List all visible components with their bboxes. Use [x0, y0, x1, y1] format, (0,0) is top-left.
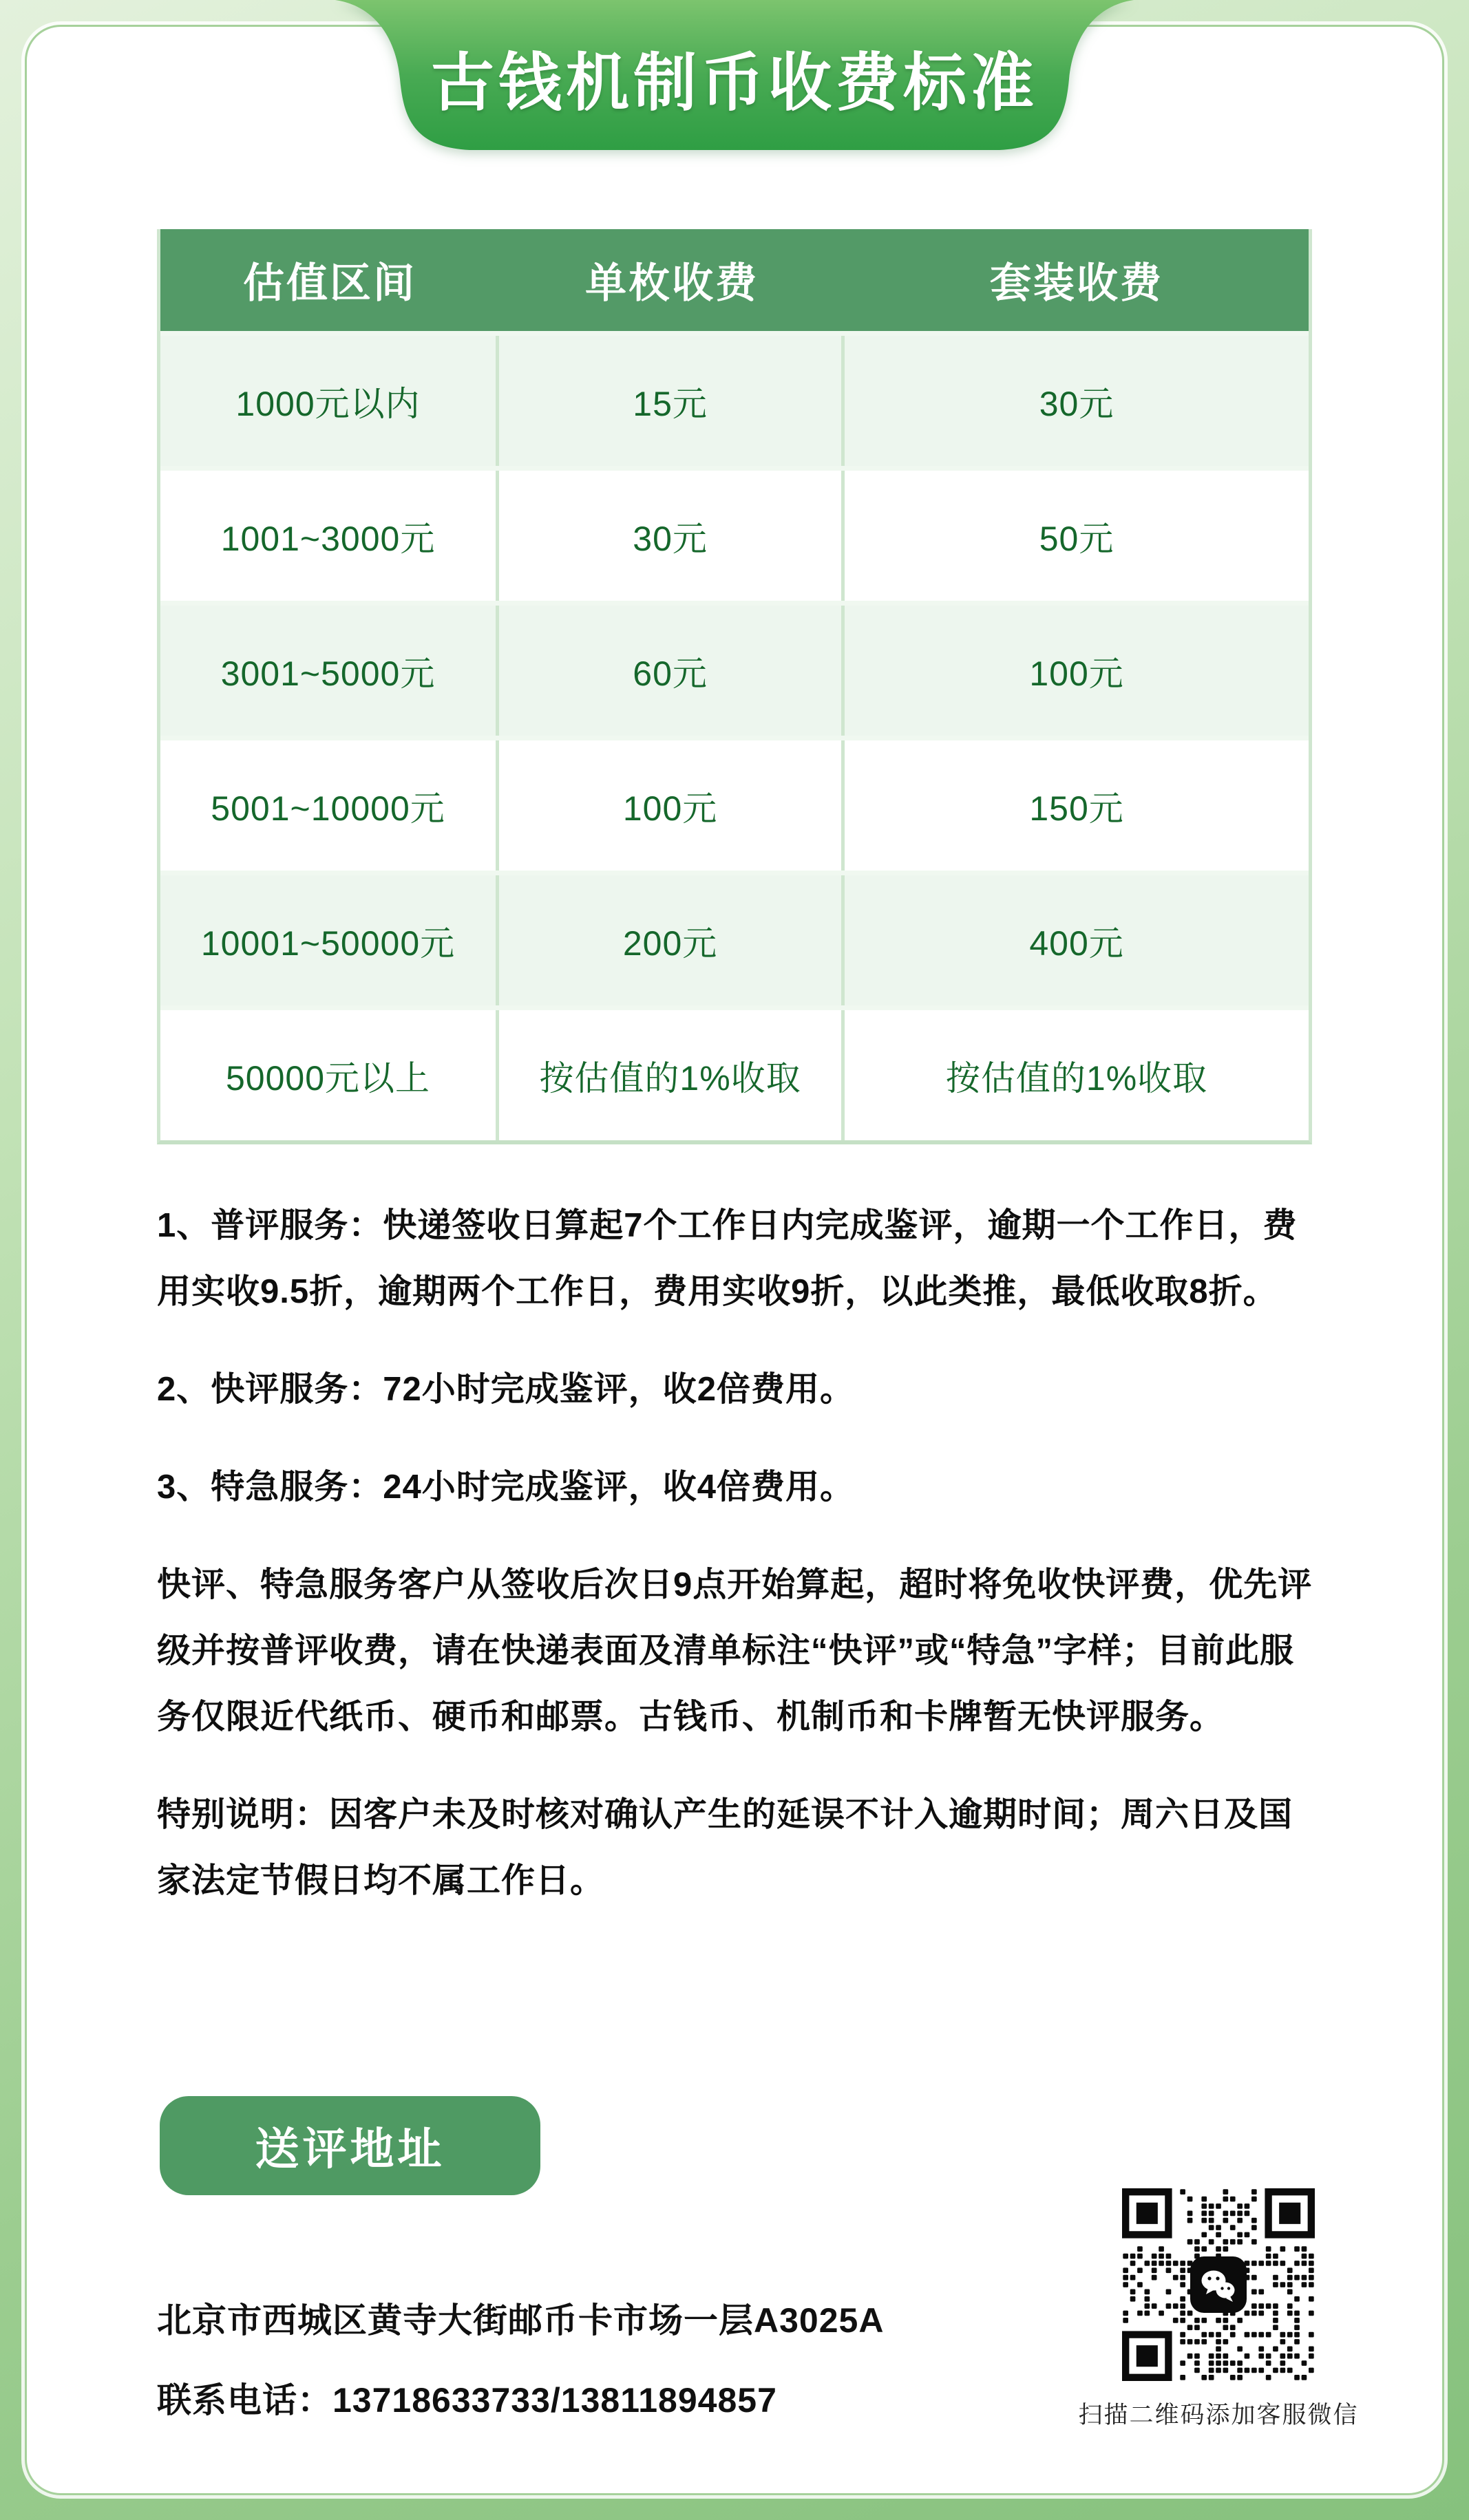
note-express-service: 3、特急服务：24小时完成鉴评，收4倍费用。 [157, 1469, 855, 1506]
submission-address-button-label: 送评地址 [255, 2124, 445, 2174]
table-cell: 3001~5000元 [160, 606, 499, 736]
table-cell: 30元 [1039, 384, 1114, 423]
table-cell: 1001~3000元 [160, 471, 499, 601]
fee-table [157, 229, 1312, 1144]
table-row [160, 1005, 1309, 1140]
table-cell: 150元 [1029, 789, 1124, 828]
table-cell: 200元 [499, 875, 845, 1005]
submission-address-button[interactable] [160, 2096, 540, 2195]
table-cell: 50元 [1039, 519, 1114, 558]
note-special-remark: 特别说明：因客户未及时核对确认产生的延误不计入逾期时间；周六日及国家法定节假日均不属工作日。 [157, 1796, 1293, 1900]
column-header-valuation-range: 估值区间 [243, 260, 417, 306]
qr-block [1074, 2188, 1363, 2431]
note-fast-service: 2、快评服务：72小时完成鉴评，收2倍费用。 [157, 1371, 855, 1409]
address-text: 北京市西城区黄寺大街邮币卡市场一层A3025A [157, 2301, 885, 2340]
column-header-single-fee: 单枚收费 [585, 260, 759, 306]
note-fast-express-rules: 快评、特急服务客户从签收后次日9点开始算起，超时将免收快评费，优先评级并按普评收费，请在快递表面及清单标注“快评”或“特急”字样；目前此服务仅限近代纸币、硬币和邮票。古钱币、机制币和卡牌暂无快评服务。 [157, 1566, 1313, 1736]
title-ribbon [335, 0, 1134, 156]
table-cell: 按估值的1%收取 [499, 1010, 845, 1140]
table-row [160, 871, 1309, 1005]
table-cell: 60元 [499, 606, 845, 736]
table-cell: 50000元以上 [160, 1010, 499, 1140]
service-notes [157, 1193, 1313, 1945]
table-row [160, 331, 1309, 466]
qr-caption: 扫描二维码添加客服微信 [1078, 2402, 1359, 2428]
note-standard-service: 1、普评服务：快递签收日算起7个工作日内完成鉴评，逾期一个工作日，费用实收9.5折，逾期两个工作日，费用实收9折，以此类推，最低收取8折。 [157, 1207, 1298, 1311]
column-header-set-fee: 套装收费 [990, 260, 1164, 306]
table-cell: 5001~10000元 [160, 740, 499, 871]
wechat-icon [1190, 2256, 1247, 2313]
table-cell: 10001~50000元 [160, 875, 499, 1005]
table-row [160, 601, 1309, 736]
table-cell: 400元 [1029, 923, 1124, 963]
table-cell: 15元 [499, 336, 845, 466]
table-row [160, 736, 1309, 871]
fee-table-header [160, 229, 1309, 331]
table-cell: 100元 [1029, 654, 1124, 693]
table-cell: 100元 [499, 740, 845, 871]
table-cell: 1000元以内 [160, 336, 499, 466]
page-title: 古钱机制币收费标准 [430, 48, 1038, 118]
table-cell: 30元 [499, 471, 845, 601]
table-cell: 按估值的1%收取 [945, 1058, 1208, 1098]
phone-text: 联系电话：13718633733/13811894857 [157, 2381, 777, 2420]
table-row [160, 466, 1309, 601]
qr-code [1122, 2188, 1315, 2381]
